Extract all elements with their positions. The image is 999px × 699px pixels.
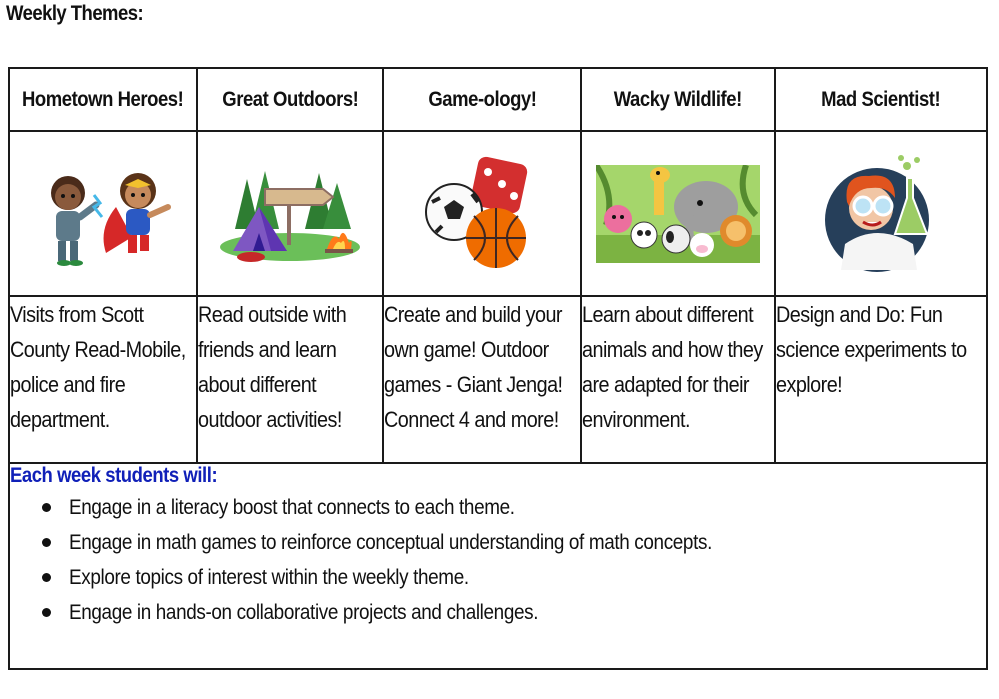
- list-item: Engage in hands-on collaborative projects and challenges.: [10, 595, 986, 630]
- theme-heading: Mad Scientist!: [775, 68, 987, 131]
- theme-heading-row: [9, 68, 987, 131]
- bullet-icon: [42, 538, 51, 547]
- theme-heading: Game-ology!: [383, 68, 581, 131]
- theme-heading: Great Outdoors!: [197, 68, 383, 131]
- theme-image-cell: [383, 131, 581, 296]
- bullet-icon: [42, 503, 51, 512]
- theme-heading: Wacky Wildlife!: [581, 68, 775, 131]
- page-title: Weekly Themes:: [6, 2, 144, 25]
- superhero-kids-icon: [28, 159, 178, 269]
- theme-heading: Hometown Heroes!: [9, 68, 197, 131]
- theme-description: Learn about different animals and how they are adapted for their environment.: [581, 296, 775, 463]
- sports-balls-dice-icon: [422, 154, 542, 274]
- weekly-themes-table: [8, 67, 988, 670]
- theme-image-cell: [581, 131, 775, 296]
- theme-description-row: [9, 296, 987, 463]
- bullet-icon: [42, 608, 51, 617]
- theme-description: Visits from Scott County Read-Mobile, police and fire department.: [9, 296, 197, 463]
- theme-description: Create and build your own game! Outdoor games - Giant Jenga! Connect 4 and more!: [383, 296, 581, 463]
- bullet-icon: [42, 573, 51, 582]
- list-item: Engage in a literacy boost that connects to each theme.: [10, 490, 986, 525]
- theme-image-cell: [775, 131, 987, 296]
- cartoon-animals-icon: [596, 165, 760, 263]
- weekly-activities-heading: Each week students will:: [10, 464, 218, 487]
- theme-description: Read outside with friends and learn about different outdoor activities!: [197, 296, 383, 463]
- theme-image-cell: [197, 131, 383, 296]
- list-item: Engage in math games to reinforce conceptual understanding of math concepts.: [10, 525, 986, 560]
- theme-description: Design and Do: Fun science experiments to explore!: [775, 296, 987, 463]
- theme-image-row: [9, 131, 987, 296]
- campsite-icon: [215, 159, 365, 269]
- weekly-activities-row: [9, 463, 987, 669]
- scientist-icon: [821, 152, 941, 276]
- weekly-activities-list: [10, 490, 986, 630]
- list-item: Explore topics of interest within the weekly theme.: [10, 560, 986, 595]
- theme-image-cell: [9, 131, 197, 296]
- weekly-activities-cell: [9, 463, 987, 669]
